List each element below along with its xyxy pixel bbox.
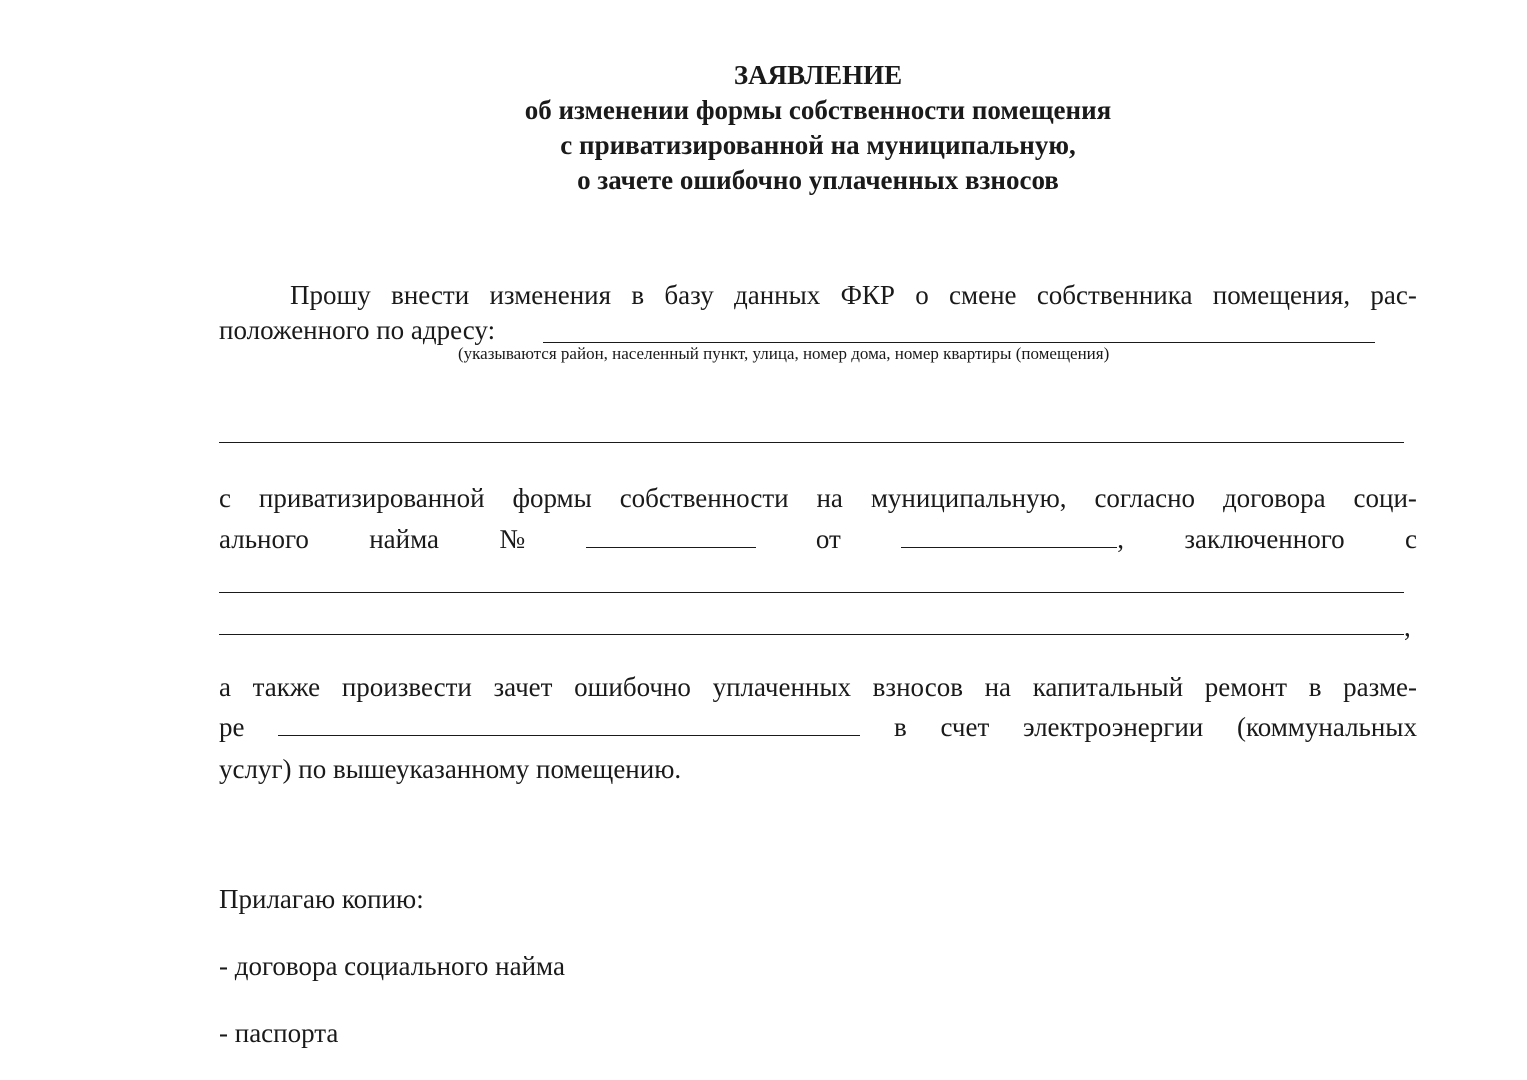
word-s: с	[1404, 524, 1417, 554]
word: изменения	[489, 280, 612, 310]
attachment-item-passport: - паспорта	[219, 1018, 339, 1048]
word: рас-	[1370, 280, 1417, 310]
word-kommunalnykh: (коммунальных	[1237, 712, 1417, 742]
title-line-3: с приватизированной на муниципальную,	[560, 130, 1076, 160]
word-nayma: найма	[369, 524, 440, 554]
word: произвести	[341, 672, 472, 702]
word: ремонт	[1204, 672, 1288, 702]
word: смене	[949, 280, 1017, 310]
word: зачет	[493, 672, 553, 702]
attachment-item-contract: - договора социального найма	[219, 951, 565, 981]
word: согласно	[1094, 483, 1196, 513]
word-re: ре	[219, 712, 245, 742]
paragraph-3-line-1	[219, 672, 1417, 702]
party-blank-line-2[interactable]	[219, 634, 1404, 635]
word: соци-	[1353, 483, 1417, 513]
paragraph-3-line-3: услуг) по вышеуказанному помещению.	[219, 754, 682, 784]
paragraph-1-line-1	[290, 280, 1417, 310]
word-schet: счет	[940, 712, 990, 742]
word: Прошу	[290, 280, 371, 310]
word-zaklyuchennogo: заключенного	[1184, 524, 1345, 554]
word-number-sign: №	[499, 524, 526, 554]
word-ot: от	[815, 524, 841, 554]
word: с	[219, 483, 231, 513]
word: ФКР	[840, 280, 895, 310]
party-blank-line-1[interactable]	[219, 592, 1404, 593]
word-v: в	[893, 712, 907, 742]
paragraph-1-line-2	[219, 315, 495, 345]
document-title	[300, 58, 1336, 198]
word-elektroenergii: электроэнергии	[1022, 712, 1204, 742]
title-line-2: об изменении формы собственности помещения	[524, 95, 1112, 125]
word: капитальный	[1032, 672, 1184, 702]
word: на	[816, 483, 843, 513]
address-hint: (указываются район, населенный пункт, улица, номер дома, номер квартиры (помещения)	[458, 344, 1110, 363]
word: о	[915, 280, 929, 310]
title-line-1: ЗАЯВЛЕНИЕ	[733, 60, 903, 90]
word: муниципальную,	[870, 483, 1067, 513]
word: разме-	[1343, 672, 1417, 702]
word: внести	[391, 280, 470, 310]
word: в	[1308, 672, 1322, 702]
address-label: положенного по адресу:	[219, 315, 496, 345]
paragraph-2-line-2	[219, 524, 1417, 554]
word: ошибочно	[574, 672, 691, 702]
word-alnogo: ального	[219, 524, 309, 554]
address-blank-line[interactable]	[543, 342, 1375, 343]
amount-blank[interactable]	[278, 713, 860, 736]
address-blank-line-2[interactable]	[219, 442, 1404, 443]
word: приватизированной	[258, 483, 485, 513]
word: также	[252, 672, 321, 702]
word: а	[219, 672, 231, 702]
word: формы	[512, 483, 592, 513]
attachments-heading: Прилагаю копию:	[219, 884, 424, 914]
date-comma: ,	[1117, 524, 1124, 554]
paragraph-3-line-2	[219, 712, 1417, 742]
contract-date-blank[interactable]	[901, 525, 1117, 548]
word: данных	[734, 280, 821, 310]
word: базу	[664, 280, 714, 310]
title-line-4: о зачете ошибочно уплаченных взносов	[577, 165, 1059, 195]
word: в	[631, 280, 645, 310]
word: собственника	[1036, 280, 1193, 310]
party-end-comma: ,	[1404, 612, 1411, 642]
word: собственности	[619, 483, 789, 513]
contract-number-blank[interactable]	[586, 525, 756, 548]
contract-date-group	[901, 524, 1124, 554]
word: взносов	[872, 672, 963, 702]
word: на	[984, 672, 1012, 702]
paragraph-2-line-1	[219, 483, 1417, 513]
word: договора	[1222, 483, 1326, 513]
word: помещения,	[1212, 280, 1351, 310]
word: уплаченных	[712, 672, 852, 702]
